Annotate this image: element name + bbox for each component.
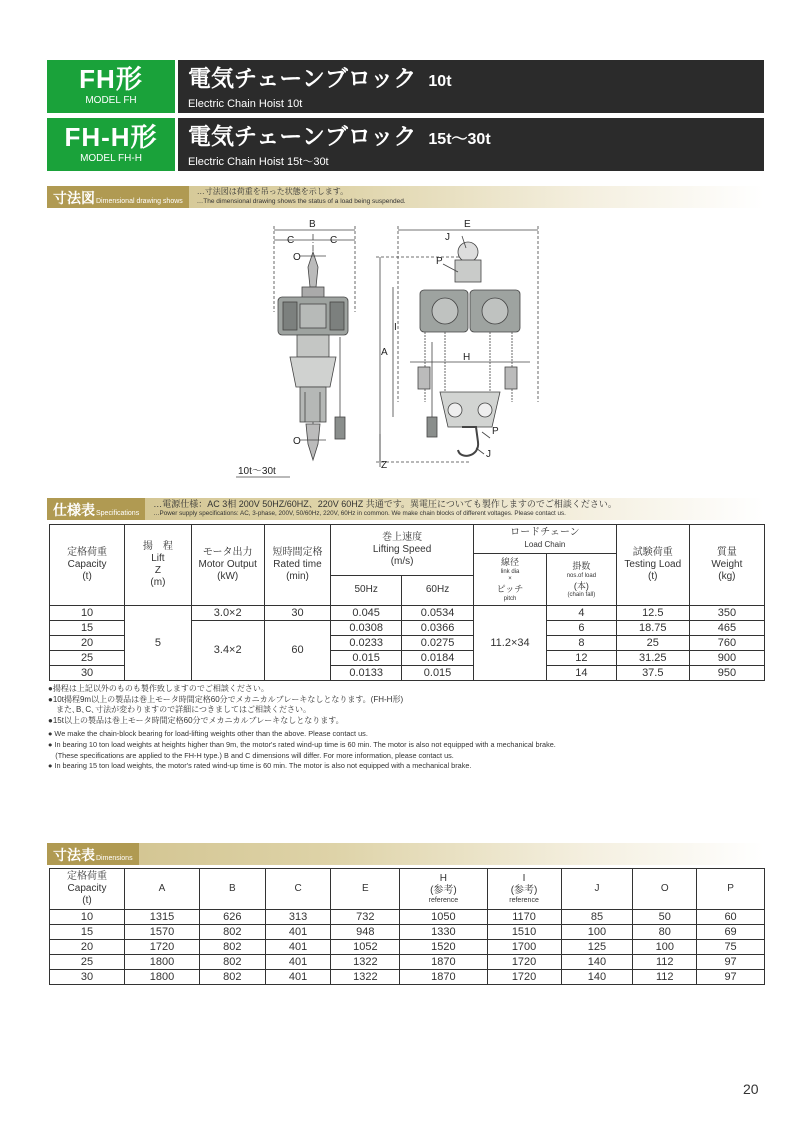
cell-capacity: 25 <box>50 651 125 666</box>
section-note-jp: …電源仕様：AC 3相 200V 50HZ/60HZ、220V 60HZ 共通です。異電圧についても製作しますのでご相談ください。 <box>153 499 617 509</box>
cell-p: 97 <box>697 955 765 970</box>
section-label-en: Dimensions <box>96 855 133 862</box>
cell-a: 1720 <box>124 940 199 955</box>
dim-label-e: E <box>464 219 471 230</box>
dim-label-c: C <box>330 235 338 246</box>
cell-p: 97 <box>697 970 765 985</box>
table-row <box>50 910 765 925</box>
header-60hz: 60Hz <box>402 575 474 605</box>
cell-falls: 4 <box>547 606 617 621</box>
cell-j: 125 <box>561 940 633 955</box>
table-row <box>50 925 765 940</box>
cell-speed-60: 0.015 <box>402 666 474 681</box>
cell-a: 1800 <box>124 955 199 970</box>
cell-j: 140 <box>561 955 633 970</box>
cell-rated-time: 60 <box>264 621 331 681</box>
cell-i: 1720 <box>487 955 561 970</box>
cell-capacity: 25 <box>50 955 125 970</box>
cell-falls: 8 <box>547 636 617 651</box>
cell-j: 100 <box>561 925 633 940</box>
cell-c: 401 <box>265 940 331 955</box>
section-label: 寸法図 <box>53 191 95 207</box>
header-p: P <box>697 869 765 910</box>
dim-label-c: C <box>287 235 295 246</box>
header-o: O <box>633 869 697 910</box>
cell-c: 313 <box>265 910 331 925</box>
header-j: J <box>561 869 633 910</box>
cell-c: 401 <box>265 970 331 985</box>
header-a: A <box>124 869 199 910</box>
header-fh <box>47 60 764 113</box>
cell-testing: 25 <box>616 636 689 651</box>
cell-capacity: 15 <box>50 621 125 636</box>
table-header-row <box>50 869 765 910</box>
title-capacity: 15t～30t <box>428 131 491 148</box>
spec-table <box>49 524 765 681</box>
cell-speed-60: 0.0275 <box>402 636 474 651</box>
header-chain-falls: 掛数 nos.of load (本) (chain fall) <box>547 554 617 606</box>
cell-a: 1315 <box>124 910 199 925</box>
header-i: I (参考) reference <box>487 869 561 910</box>
dim-label-i: I <box>394 322 397 333</box>
cell-b: 802 <box>199 940 265 955</box>
spec-section-head <box>47 498 764 520</box>
cell-weight: 950 <box>689 666 764 681</box>
header-c: C <box>265 869 331 910</box>
note-line: ●10t揚程9m以上の製品は巻上モータ時間定格60分でメカニカルブレーキなしとなります。(FH-H形) <box>48 694 404 704</box>
cell-speed-50: 0.045 <box>331 606 402 621</box>
dimension-drawing <box>0 212 800 492</box>
dim-label-p: P <box>436 256 443 267</box>
cell-e: 732 <box>331 910 400 925</box>
title-block <box>178 118 764 171</box>
page-number: 20 <box>743 1081 759 1097</box>
cell-weight: 465 <box>689 621 764 636</box>
title-en: Electric Chain Hoist 10t <box>188 98 303 110</box>
header-load-chain: ロードチェーン Load Chain <box>474 525 617 554</box>
note-line: ●揚程は上記以外のものも製作致しますのでご相談ください。 <box>48 684 269 693</box>
cell-o: 112 <box>633 970 697 985</box>
dim-label-p: P <box>492 426 499 437</box>
header-h: H (参考) reference <box>400 869 487 910</box>
model-badge <box>47 60 175 113</box>
table-row <box>50 940 765 955</box>
cell-b: 626 <box>199 910 265 925</box>
header-capacity: 定格荷重 Capacity (t) <box>50 525 125 606</box>
cell-capacity: 10 <box>50 910 125 925</box>
header-speed: 巻上速度 Lifting Speed (m/s) <box>331 525 474 576</box>
header-fh-h <box>47 118 764 171</box>
cell-testing: 18.75 <box>616 621 689 636</box>
cell-j: 85 <box>561 910 633 925</box>
cell-weight: 760 <box>689 636 764 651</box>
cell-falls: 14 <box>547 666 617 681</box>
notes <box>48 684 764 772</box>
dim-label-a: A <box>381 347 388 358</box>
cell-capacity: 20 <box>50 636 125 651</box>
cell-testing: 31.25 <box>616 651 689 666</box>
cell-chain: 11.2×34 <box>474 606 547 681</box>
cell-speed-50: 0.0308 <box>331 621 402 636</box>
cell-falls: 12 <box>547 651 617 666</box>
dim-label-j: J <box>486 449 491 460</box>
drawing-section-head <box>47 186 764 208</box>
section-note-jp: …寸法図は荷重を吊った状態を示します。 <box>196 187 349 196</box>
note-line: ● We make the chain-block bearing for load-lifting weights other than the above. Please contact us. <box>48 729 368 739</box>
cell-j: 140 <box>561 970 633 985</box>
cell-h: 1050 <box>400 910 487 925</box>
cell-falls: 6 <box>547 621 617 636</box>
header-lift: 揚 程 Lift Z (m) <box>125 525 192 606</box>
cell-speed-60: 0.0534 <box>402 606 474 621</box>
model-name-en: MODEL FH <box>85 95 137 106</box>
table-row <box>50 955 765 970</box>
cell-weight: 900 <box>689 651 764 666</box>
title-capacity: 10t <box>428 73 452 90</box>
cell-a: 1570 <box>124 925 199 940</box>
cell-i: 1700 <box>487 940 561 955</box>
cell-o: 50 <box>633 910 697 925</box>
cell-speed-50: 0.015 <box>331 651 402 666</box>
title-block <box>178 60 764 113</box>
cell-p: 60 <box>697 910 765 925</box>
model-name: FH形 <box>79 64 143 94</box>
dimensions-table <box>49 868 765 985</box>
note-line: ● In bearing 10 ton load weights at heights higher than 9m, the motor's rated wind-up time is 60 min. The motor is also not equipped with a mechanical brake. <box>48 739 556 749</box>
cell-e: 948 <box>331 925 400 940</box>
title-en: Electric Chain Hoist 15t～30t <box>188 156 329 168</box>
cell-o: 100 <box>633 940 697 955</box>
cell-o: 80 <box>633 925 697 940</box>
table-header-row <box>50 525 765 554</box>
cell-h: 1520 <box>400 940 487 955</box>
cell-p: 75 <box>697 940 765 955</box>
cell-h: 1330 <box>400 925 487 940</box>
dim-section-head <box>47 843 764 865</box>
table-row <box>50 606 765 621</box>
dim-label-b: B <box>309 219 316 230</box>
section-label: 仕様表 <box>53 503 95 519</box>
note-line: また､B､C､寸法が変わりますので詳細につきましてはご相談ください。 <box>48 705 311 715</box>
dim-label-h: H <box>463 352 471 363</box>
cell-i: 1170 <box>487 910 561 925</box>
cell-motor: 3.4×2 <box>191 621 264 681</box>
note-line: (These specifications are applied to the FH-H type.) B and C dimensions will differ. For more information, please contact us. <box>48 750 454 760</box>
note-line: ●15t以上の製品は巻上モータ時間定格60分でメカニカルブレーキなしとなります。 <box>48 715 344 725</box>
drawing-caption: 10t～30t <box>238 466 276 477</box>
table-row <box>50 970 765 985</box>
section-note-en: …The dimensional drawing shows the status of a load being suspended. <box>196 198 406 205</box>
model-name: FH-H形 <box>64 122 158 152</box>
cell-weight: 350 <box>689 606 764 621</box>
model-name-en: MODEL FH-H <box>80 153 142 164</box>
dim-label-z: Z <box>381 460 388 471</box>
section-note-en: …Power supply specifications: AC, 3-phase, 200V, 50/60Hz, 220V, 60Hz in common. We make chain blocks of different voltages. Please contact us. <box>153 510 566 517</box>
cell-e: 1052 <box>331 940 400 955</box>
header-50hz: 50Hz <box>331 575 402 605</box>
cell-b: 802 <box>199 925 265 940</box>
cell-rated-time: 30 <box>264 606 331 621</box>
note-line: ● In bearing 15 ton load weights, the motor's rated wind-up time is 60 min. The motor is also not equipped with a mechanical brake. <box>48 761 472 771</box>
header-rated-time: 短時間定格 Rated time (min) <box>264 525 331 606</box>
header-testing-load: 試験荷重 Testing Load (t) <box>616 525 689 606</box>
model-badge <box>47 118 175 171</box>
header-capacity: 定格荷重 Capacity (t) <box>50 869 125 910</box>
cell-capacity: 30 <box>50 666 125 681</box>
header-motor: モータ出力 Motor Output (kW) <box>191 525 264 606</box>
cell-testing: 37.5 <box>616 666 689 681</box>
cell-h: 1870 <box>400 955 487 970</box>
cell-i: 1510 <box>487 925 561 940</box>
header-e: E <box>331 869 400 910</box>
dim-label-o: O <box>293 436 301 447</box>
cell-i: 1720 <box>487 970 561 985</box>
cell-e: 1322 <box>331 955 400 970</box>
cell-p: 69 <box>697 925 765 940</box>
dim-label-j: J <box>445 232 450 243</box>
cell-o: 112 <box>633 955 697 970</box>
cell-testing: 12.5 <box>616 606 689 621</box>
cell-a: 1800 <box>124 970 199 985</box>
cell-speed-60: 0.0366 <box>402 621 474 636</box>
dim-label-o: O <box>293 252 301 263</box>
cell-capacity: 20 <box>50 940 125 955</box>
cell-speed-50: 0.0133 <box>331 666 402 681</box>
cell-capacity: 15 <box>50 925 125 940</box>
header-b: B <box>199 869 265 910</box>
title-jp: 電気チェーンブロック <box>188 66 417 92</box>
header-link-dia: 線径 link dia × ピッチ pitch <box>474 554 547 606</box>
title-jp: 電気チェーンブロック <box>188 124 417 150</box>
header-weight: 質量 Weight (kg) <box>689 525 764 606</box>
cell-motor: 3.0×2 <box>191 606 264 621</box>
section-label-en: Dimensional drawing shows <box>96 198 183 205</box>
cell-h: 1870 <box>400 970 487 985</box>
cell-b: 802 <box>199 970 265 985</box>
section-label: 寸法表 <box>53 848 95 864</box>
cell-lift: 5 <box>125 606 192 681</box>
cell-b: 802 <box>199 955 265 970</box>
section-label-en: Specifications <box>96 510 140 517</box>
cell-c: 401 <box>265 955 331 970</box>
cell-c: 401 <box>265 925 331 940</box>
cell-speed-50: 0.0233 <box>331 636 402 651</box>
cell-e: 1322 <box>331 970 400 985</box>
cell-capacity: 10 <box>50 606 125 621</box>
cell-capacity: 30 <box>50 970 125 985</box>
cell-speed-60: 0.0184 <box>402 651 474 666</box>
